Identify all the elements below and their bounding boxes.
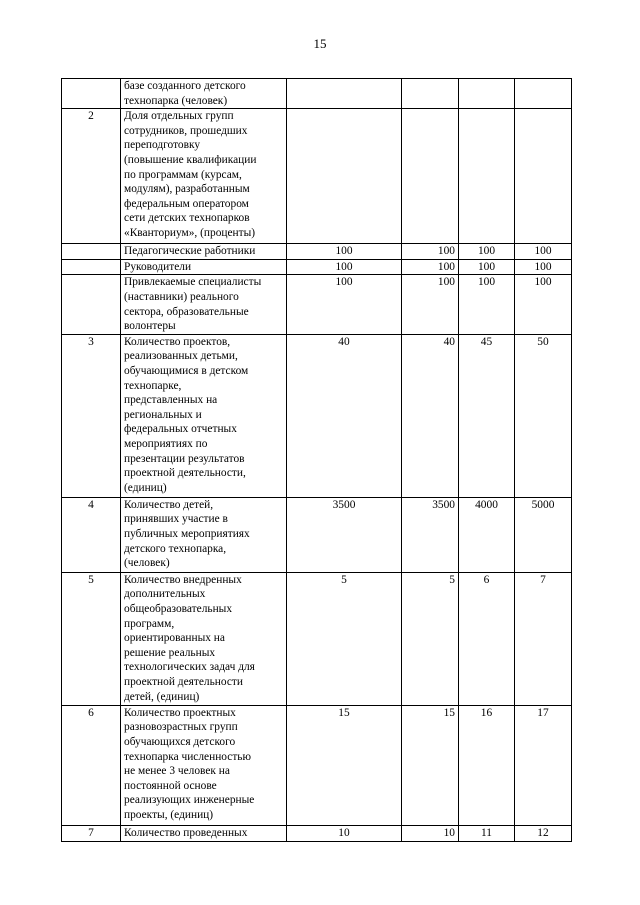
page-number: 15 bbox=[313, 36, 327, 51]
indicator-name: базе созданного детского технопарка (человек) bbox=[121, 79, 287, 109]
value-year-2 bbox=[402, 109, 459, 244]
row-number bbox=[62, 275, 121, 334]
table-row bbox=[62, 705, 572, 825]
table-row bbox=[62, 334, 572, 497]
value-year-4: 5000 bbox=[515, 497, 572, 572]
indicator-name: Количество проектов, реализованных детьми, обучающимися в детском технопарке, представленных на региональных и федеральных отчетных мероприятиях по презентации результатов проектной деятельности, (единиц) bbox=[121, 334, 287, 497]
indicators-table bbox=[61, 78, 572, 842]
value-year-4: 50 bbox=[515, 334, 572, 497]
value-year-4 bbox=[515, 79, 572, 109]
indicator-name: Доля отдельных групп сотрудников, прошедших переподготовку (повышение квалификации по программам (курсам, модулям), разработанным федеральным оператором сети детских технопарков «Кванториум», (проценты) bbox=[121, 109, 287, 244]
row-number bbox=[62, 79, 121, 109]
value-year-2: 10 bbox=[402, 825, 459, 841]
table-row bbox=[62, 497, 572, 572]
value-year-3: 4000 bbox=[459, 497, 515, 572]
indicator-name: Количество проектных разновозрастных групп обучающихся детского технопарка численностью не менее 3 человек на постоянной основе реализующих инженерные проекты, (единиц) bbox=[121, 705, 287, 825]
value-year-4: 100 bbox=[515, 259, 572, 275]
value-year-3: 11 bbox=[459, 825, 515, 841]
value-year-4: 17 bbox=[515, 705, 572, 825]
value-year-4: 100 bbox=[515, 244, 572, 260]
value-year-3 bbox=[459, 79, 515, 109]
table-row bbox=[62, 275, 572, 334]
value-year-2: 40 bbox=[402, 334, 459, 497]
row-number bbox=[62, 244, 121, 260]
value-year-2: 15 bbox=[402, 705, 459, 825]
value-year-3 bbox=[459, 109, 515, 244]
indicator-name: Количество внедренных дополнительных общеобразовательных программ, ориентированных на решение реальных технологических задач для проектной деятельности детей, (единиц) bbox=[121, 572, 287, 705]
table-row bbox=[62, 79, 572, 109]
value-year-3: 45 bbox=[459, 334, 515, 497]
value-year-1: 10 bbox=[287, 825, 402, 841]
value-year-1: 40 bbox=[287, 334, 402, 497]
value-year-2: 100 bbox=[402, 259, 459, 275]
indicator-name: Привлекаемые специалисты (наставники) реального сектора, образовательные волонтеры bbox=[121, 275, 287, 334]
indicator-name: Руководители bbox=[121, 259, 287, 275]
table-row bbox=[62, 109, 572, 244]
value-year-2: 100 bbox=[402, 244, 459, 260]
value-year-1 bbox=[287, 79, 402, 109]
table-row bbox=[62, 244, 572, 260]
value-year-2: 100 bbox=[402, 275, 459, 334]
value-year-4: 12 bbox=[515, 825, 572, 841]
row-number: 2 bbox=[62, 109, 121, 244]
value-year-4: 100 bbox=[515, 275, 572, 334]
row-number: 6 bbox=[62, 705, 121, 825]
table-row bbox=[62, 825, 572, 841]
row-number: 4 bbox=[62, 497, 121, 572]
value-year-3: 100 bbox=[459, 259, 515, 275]
value-year-1: 100 bbox=[287, 244, 402, 260]
indicator-name: Количество детей, принявших участие в публичных мероприятиях детского технопарка, (человек) bbox=[121, 497, 287, 572]
value-year-1: 100 bbox=[287, 259, 402, 275]
value-year-1: 5 bbox=[287, 572, 402, 705]
value-year-3: 100 bbox=[459, 275, 515, 334]
indicator-name: Количество проведенных bbox=[121, 825, 287, 841]
value-year-1: 3500 bbox=[287, 497, 402, 572]
table-row bbox=[62, 572, 572, 705]
value-year-3: 6 bbox=[459, 572, 515, 705]
value-year-2: 5 bbox=[402, 572, 459, 705]
value-year-3: 16 bbox=[459, 705, 515, 825]
value-year-1 bbox=[287, 109, 402, 244]
value-year-1: 100 bbox=[287, 275, 402, 334]
table-row bbox=[62, 259, 572, 275]
value-year-4: 7 bbox=[515, 572, 572, 705]
value-year-2: 3500 bbox=[402, 497, 459, 572]
value-year-3: 100 bbox=[459, 244, 515, 260]
row-number bbox=[62, 259, 121, 275]
row-number: 5 bbox=[62, 572, 121, 705]
indicator-name: Педагогические работники bbox=[121, 244, 287, 260]
row-number: 7 bbox=[62, 825, 121, 841]
value-year-2 bbox=[402, 79, 459, 109]
row-number: 3 bbox=[62, 334, 121, 497]
value-year-4 bbox=[515, 109, 572, 244]
value-year-1: 15 bbox=[287, 705, 402, 825]
